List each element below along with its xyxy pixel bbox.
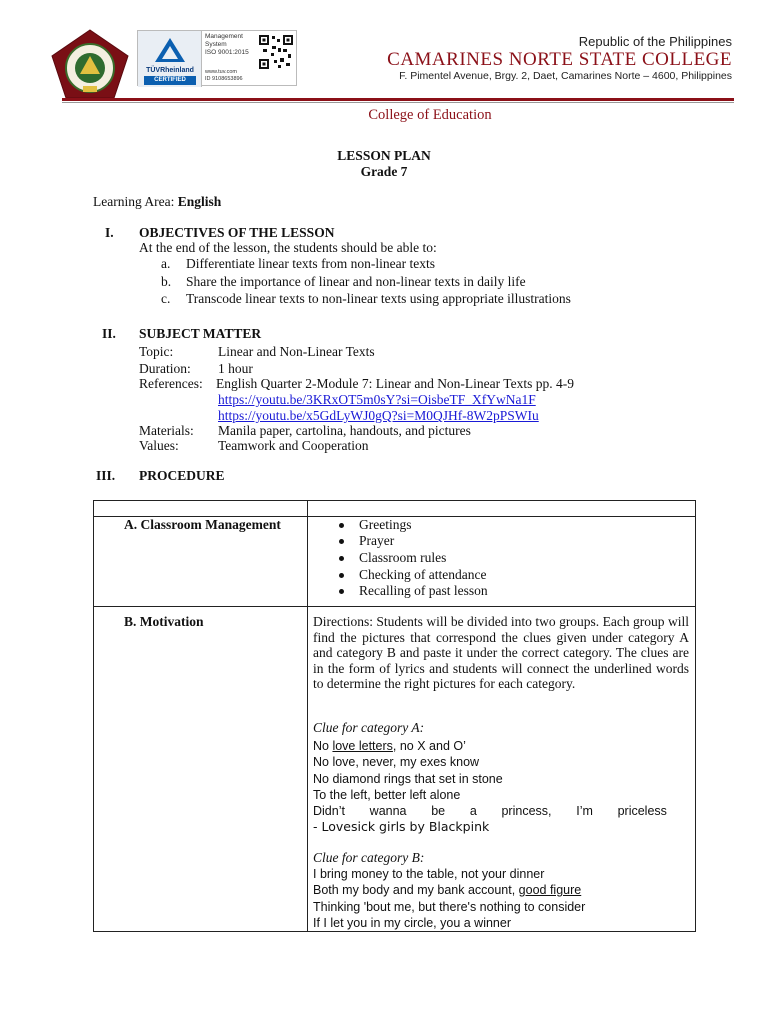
reference-link-1-text[interactable]: https://youtu.be/3KRxOT5m0sY?si=OisbeTF_XfYwNa1F [218, 392, 536, 407]
motivation-directions: Directions: Students will be divided into two groups. Each group will find the pictures that correspond the clues given under category A and category B and paste it under the correct category. The clues are in the form of lyrics and students will connect the underlined words to determine the right pictures for each category. [313, 614, 689, 692]
list-item: Greetings [339, 517, 411, 534]
certified-label: CERTIFIED [144, 76, 196, 85]
tuv-logo [138, 31, 202, 87]
department-title: College of Education [368, 107, 492, 123]
tuv-brand: TÜVRheinland [146, 67, 194, 74]
clue-a-line: Didn’t wanna be a princess, I’m priceless [313, 804, 667, 818]
reference-link-1[interactable] [218, 392, 536, 408]
clue-a-line: No diamond rings that set in stone [313, 772, 503, 786]
list-item: Checking of attendance [339, 567, 486, 584]
clue-b-line: Both my body and my bank account, good figure [313, 883, 582, 897]
reference-link-2-text[interactable]: https://youtu.be/x5GdLyWJ0gQ?si=M0QJHf-8W2pPSWIu [218, 408, 539, 423]
qr-code-icon [258, 34, 294, 70]
objective-item: Transcode linear texts to non-linear texts using appropriate illustrations [186, 291, 571, 306]
objective-item: Share the importance of linear and non-linear texts in daily life [186, 274, 526, 289]
subject-matter-number: II. [102, 326, 116, 341]
objective-letter: b. [161, 274, 172, 289]
classroom-management-label: A. Classroom Management [124, 517, 281, 532]
objective-letter: a. [161, 256, 171, 271]
learning-area: Learning Area: English [93, 194, 222, 209]
clue-b-line: Thinking 'bout me, but there's nothing to consider [313, 900, 586, 914]
cert-text: Management System ISO 9001:2015 [205, 33, 249, 56]
reference-value: English Quarter 2-Module 7: Linear and Non-Linear Texts pp. 4-9 [216, 376, 574, 391]
letterhead [0, 0, 768, 110]
topic-value: Linear and Non-Linear Texts [218, 344, 375, 359]
clue-b-line: If I let you in my circle, you a winner [313, 916, 511, 930]
reference-link-2[interactable] [218, 408, 539, 424]
table-row-divider [94, 606, 695, 607]
procedure-table [93, 500, 696, 932]
table-column-divider [307, 501, 308, 931]
references-label: References: [139, 376, 203, 391]
cert-id: www.tuv.com ID 9108653896 [205, 69, 243, 82]
subject-matter-heading: SUBJECT MATTER [139, 326, 262, 341]
motivation-label: B. Motivation [124, 614, 204, 629]
list-item: Recalling of past lesson [339, 583, 488, 600]
iso-certification-badge [137, 30, 297, 86]
clue-a-line: No love, never, my exes know [313, 755, 480, 769]
objectives-intro: At the end of the lesson, the students should be able to: [139, 240, 437, 255]
clue-a-heading: Clue for category A: [313, 720, 425, 735]
list-item: Prayer [339, 533, 394, 550]
topic-label: Topic: [139, 344, 174, 359]
duration-label: Duration: [139, 361, 191, 376]
objectives-heading: OBJECTIVES OF THE LESSON [139, 225, 335, 240]
materials-value: Manila paper, cartolina, handouts, and pictures [218, 423, 471, 438]
tuv-triangle-icon [154, 37, 186, 63]
header-divider [62, 98, 734, 101]
republic-label: Republic of the Philippines [578, 34, 732, 49]
clue-b-heading: Clue for category B: [313, 850, 425, 865]
college-seal-logo [50, 28, 130, 100]
procedure-number: III. [96, 468, 116, 483]
list-item: Classroom rules [339, 550, 446, 567]
clue-a-line: To the left, better left alone [313, 788, 461, 802]
duration-value: 1 hour [218, 361, 253, 376]
header-divider-thin [62, 102, 734, 103]
values-label: Values: [139, 438, 179, 453]
materials-label: Materials: [139, 423, 194, 438]
objective-letter: c. [161, 291, 171, 306]
clue-b-line: I bring money to the table, not your dinner [313, 867, 545, 881]
college-name: CAMARINES NORTE STATE COLLEGE [387, 49, 732, 70]
lesson-plan-title: LESSON PLAN Grade 7 [337, 148, 431, 179]
college-address: F. Pimentel Avenue, Brgy. 2, Daet, Camarines Norte – 4600, Philippines [399, 70, 732, 82]
values-value: Teamwork and Cooperation [218, 438, 369, 453]
objective-item: Differentiate linear texts from non-linear texts [186, 256, 436, 271]
objectives-number: I. [105, 225, 114, 240]
procedure-heading: PROCEDURE [139, 468, 225, 483]
clue-a-line: No love letters, no X and O’ [313, 739, 466, 753]
song-credit: - Lovesick girls by Blackpink [313, 819, 490, 834]
